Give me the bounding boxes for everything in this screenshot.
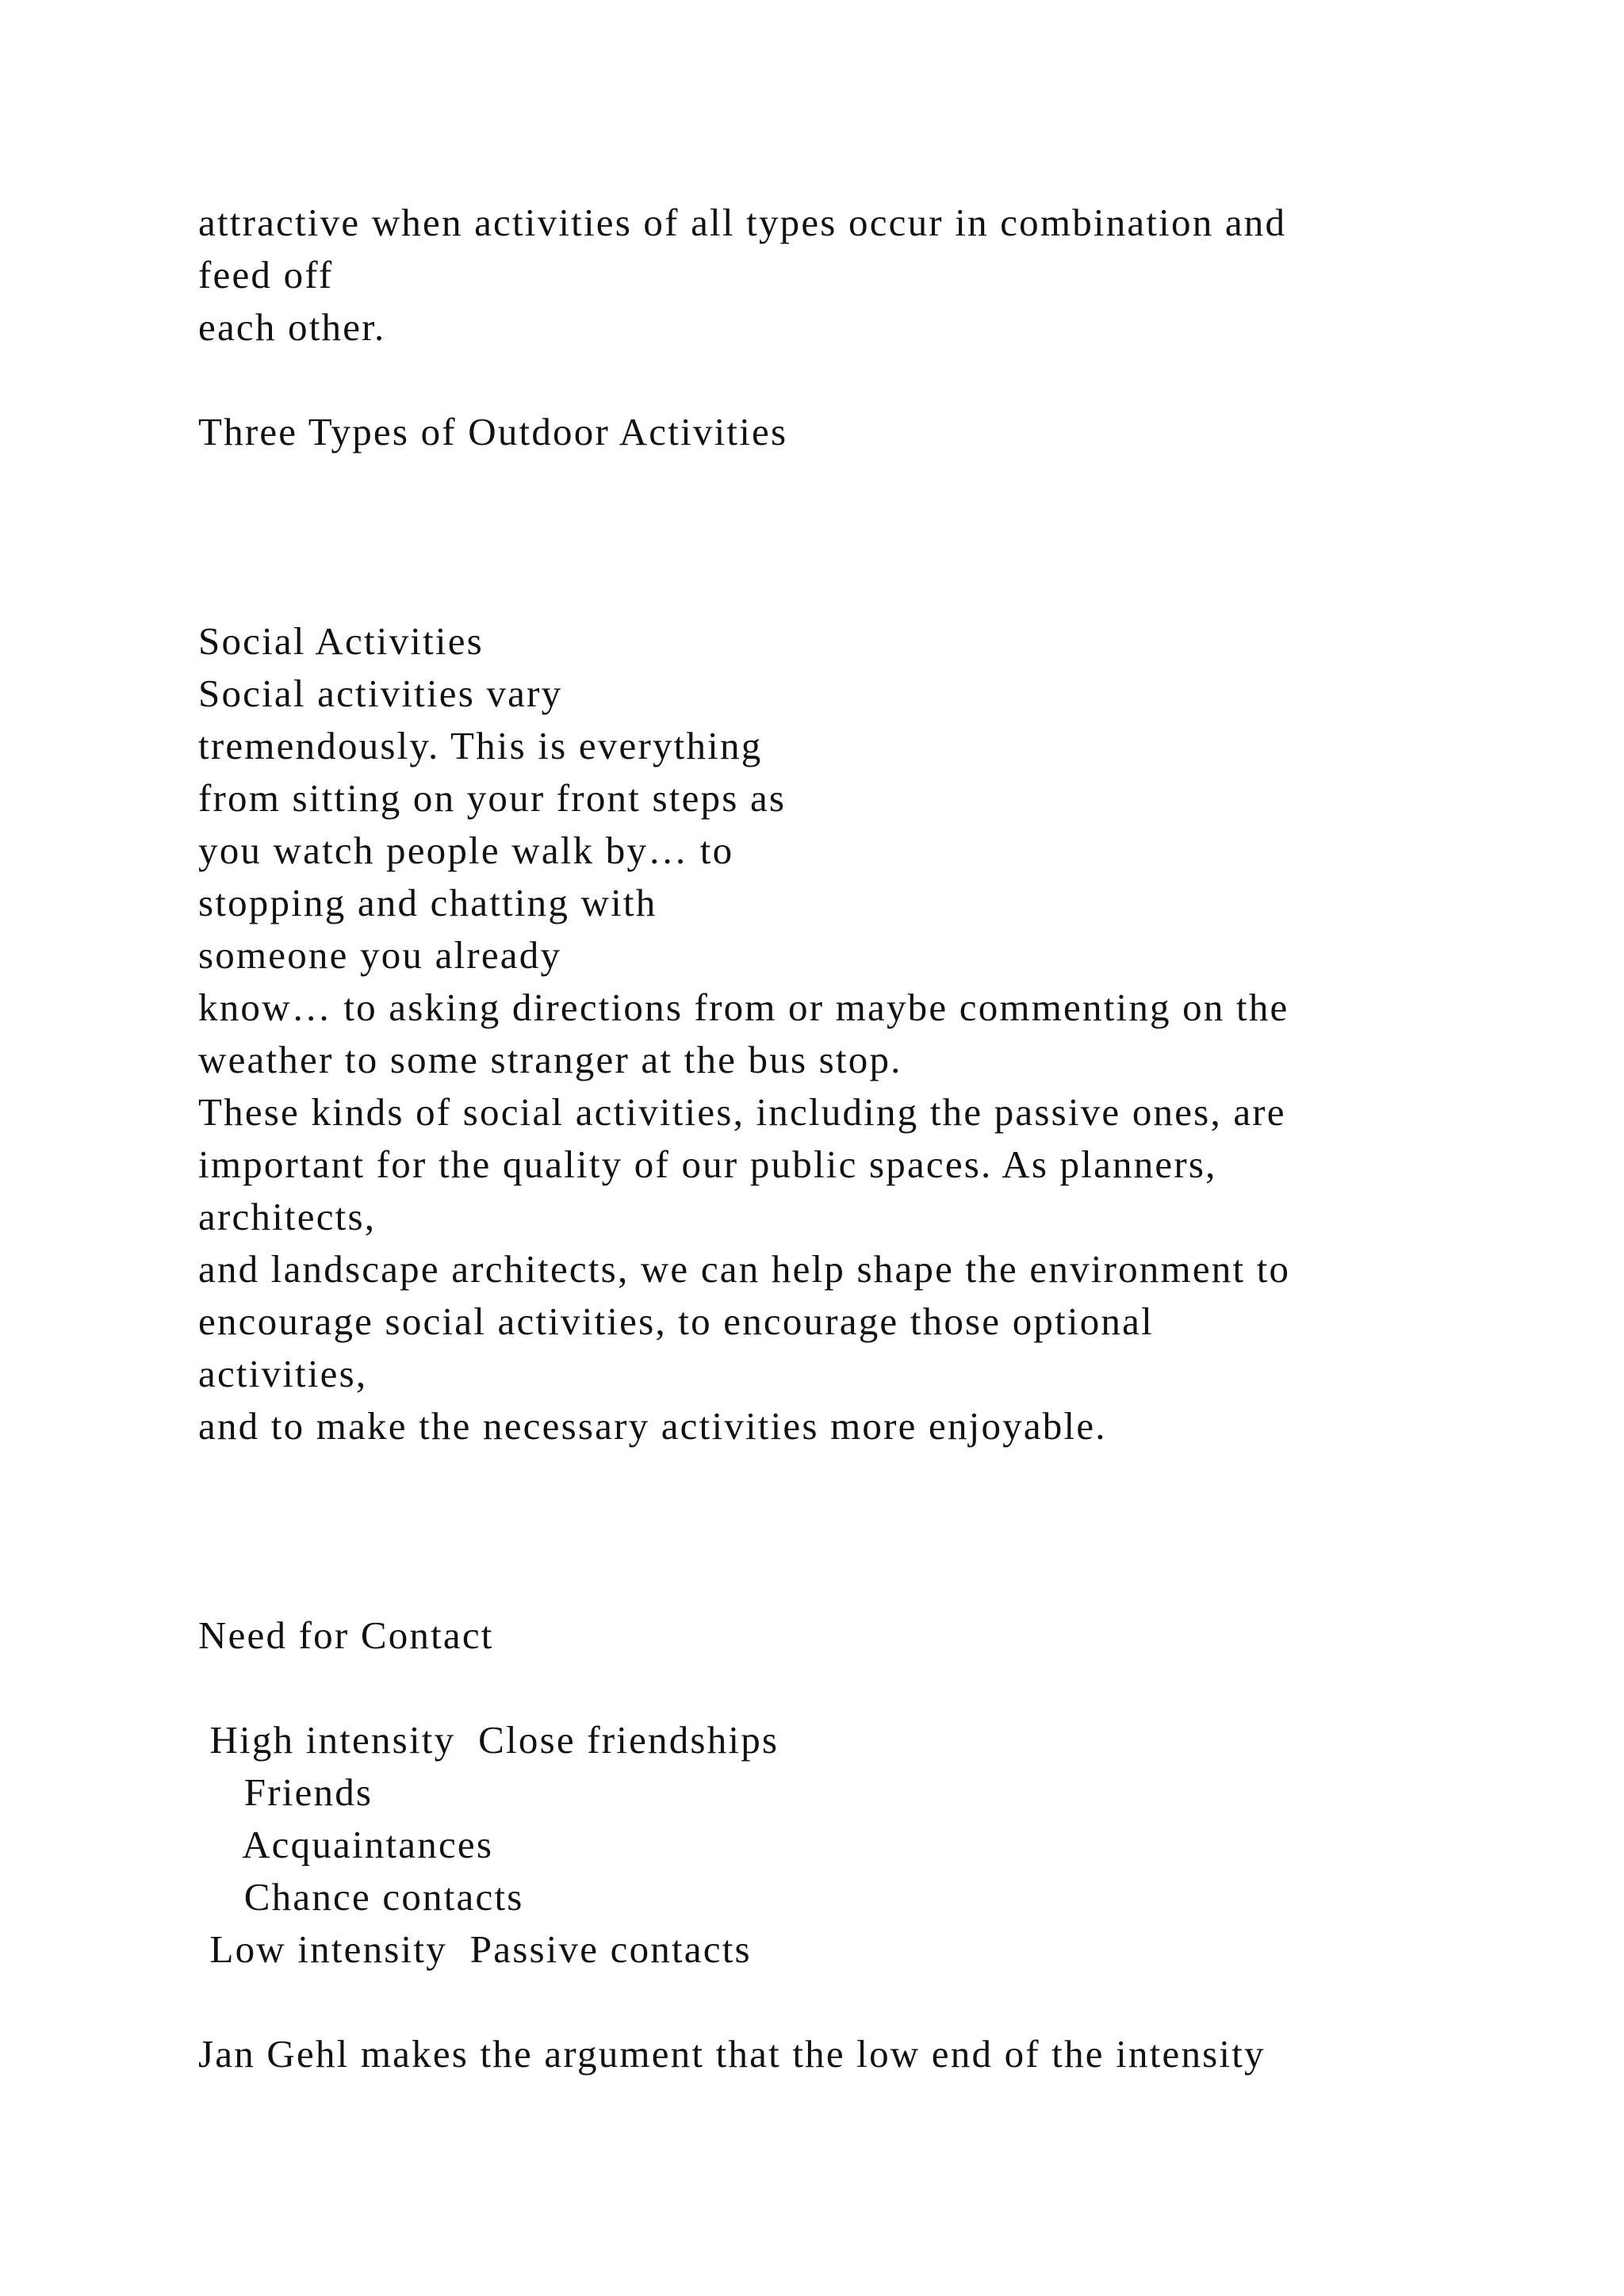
paragraph-line: stopping and chatting with — [198, 881, 657, 924]
paragraph-line: and landscape architects, we can help shape the environment to — [198, 1247, 1291, 1291]
paragraph-line: weather to some stranger at the bus stop. — [198, 1038, 902, 1081]
paragraph-line: These kinds of social activities, including the passive ones, are — [198, 1090, 1286, 1134]
paragraph-line: activities, — [198, 1352, 368, 1395]
social-activities-heading: Social Activities — [198, 619, 484, 663]
spacer — [198, 511, 1483, 563]
intro-line-3: each other. — [198, 305, 386, 349]
paragraph-line: someone you already — [198, 933, 562, 977]
spacer — [198, 1452, 1483, 1505]
contact-scale-line: Chance contacts — [198, 1875, 524, 1919]
closing-line: Jan Gehl makes the argument that the low end of the intensity — [198, 2032, 1266, 2076]
contact-scale-line: High intensity Close friendships — [198, 1718, 779, 1762]
contact-scale-line: Friends — [198, 1770, 373, 1814]
paragraph-line: architects, — [198, 1195, 377, 1238]
paragraph-line: you watch people walk by… to — [198, 828, 734, 872]
intro-line-1: attractive when activities of all types occur in combination and — [198, 201, 1287, 244]
intro-line-2: feed off — [198, 253, 334, 297]
spacer — [198, 1505, 1483, 1557]
need-for-contact-heading: Need for Contact — [198, 1613, 494, 1657]
spacer — [198, 458, 1483, 511]
contact-scale-line: Acquaintances — [198, 1823, 494, 1866]
paragraph-line: know… to asking directions from or maybe commenting on the — [198, 985, 1289, 1029]
paragraph-line: important for the quality of our public spaces. As planners, — [198, 1142, 1217, 1186]
paragraph-line: tremendously. This is everything — [198, 724, 763, 767]
document-body — [198, 197, 1483, 2080]
paragraph-line: from sitting on your front steps as — [198, 776, 787, 820]
contact-scale-line: Low intensity Passive contacts — [198, 1927, 752, 1971]
spacer — [198, 1557, 1483, 1609]
spacer — [198, 1662, 1483, 1714]
paragraph-line: Social activities vary — [198, 672, 563, 715]
paragraph-line: encourage social activities, to encourage those optional — [198, 1299, 1154, 1343]
paragraph-line: and to make the necessary activities more enjoyable. — [198, 1404, 1107, 1448]
spacer — [198, 1976, 1483, 2028]
spacer — [198, 563, 1483, 615]
section-heading: Three Types of Outdoor Activities — [198, 410, 788, 453]
spacer — [198, 354, 1483, 406]
